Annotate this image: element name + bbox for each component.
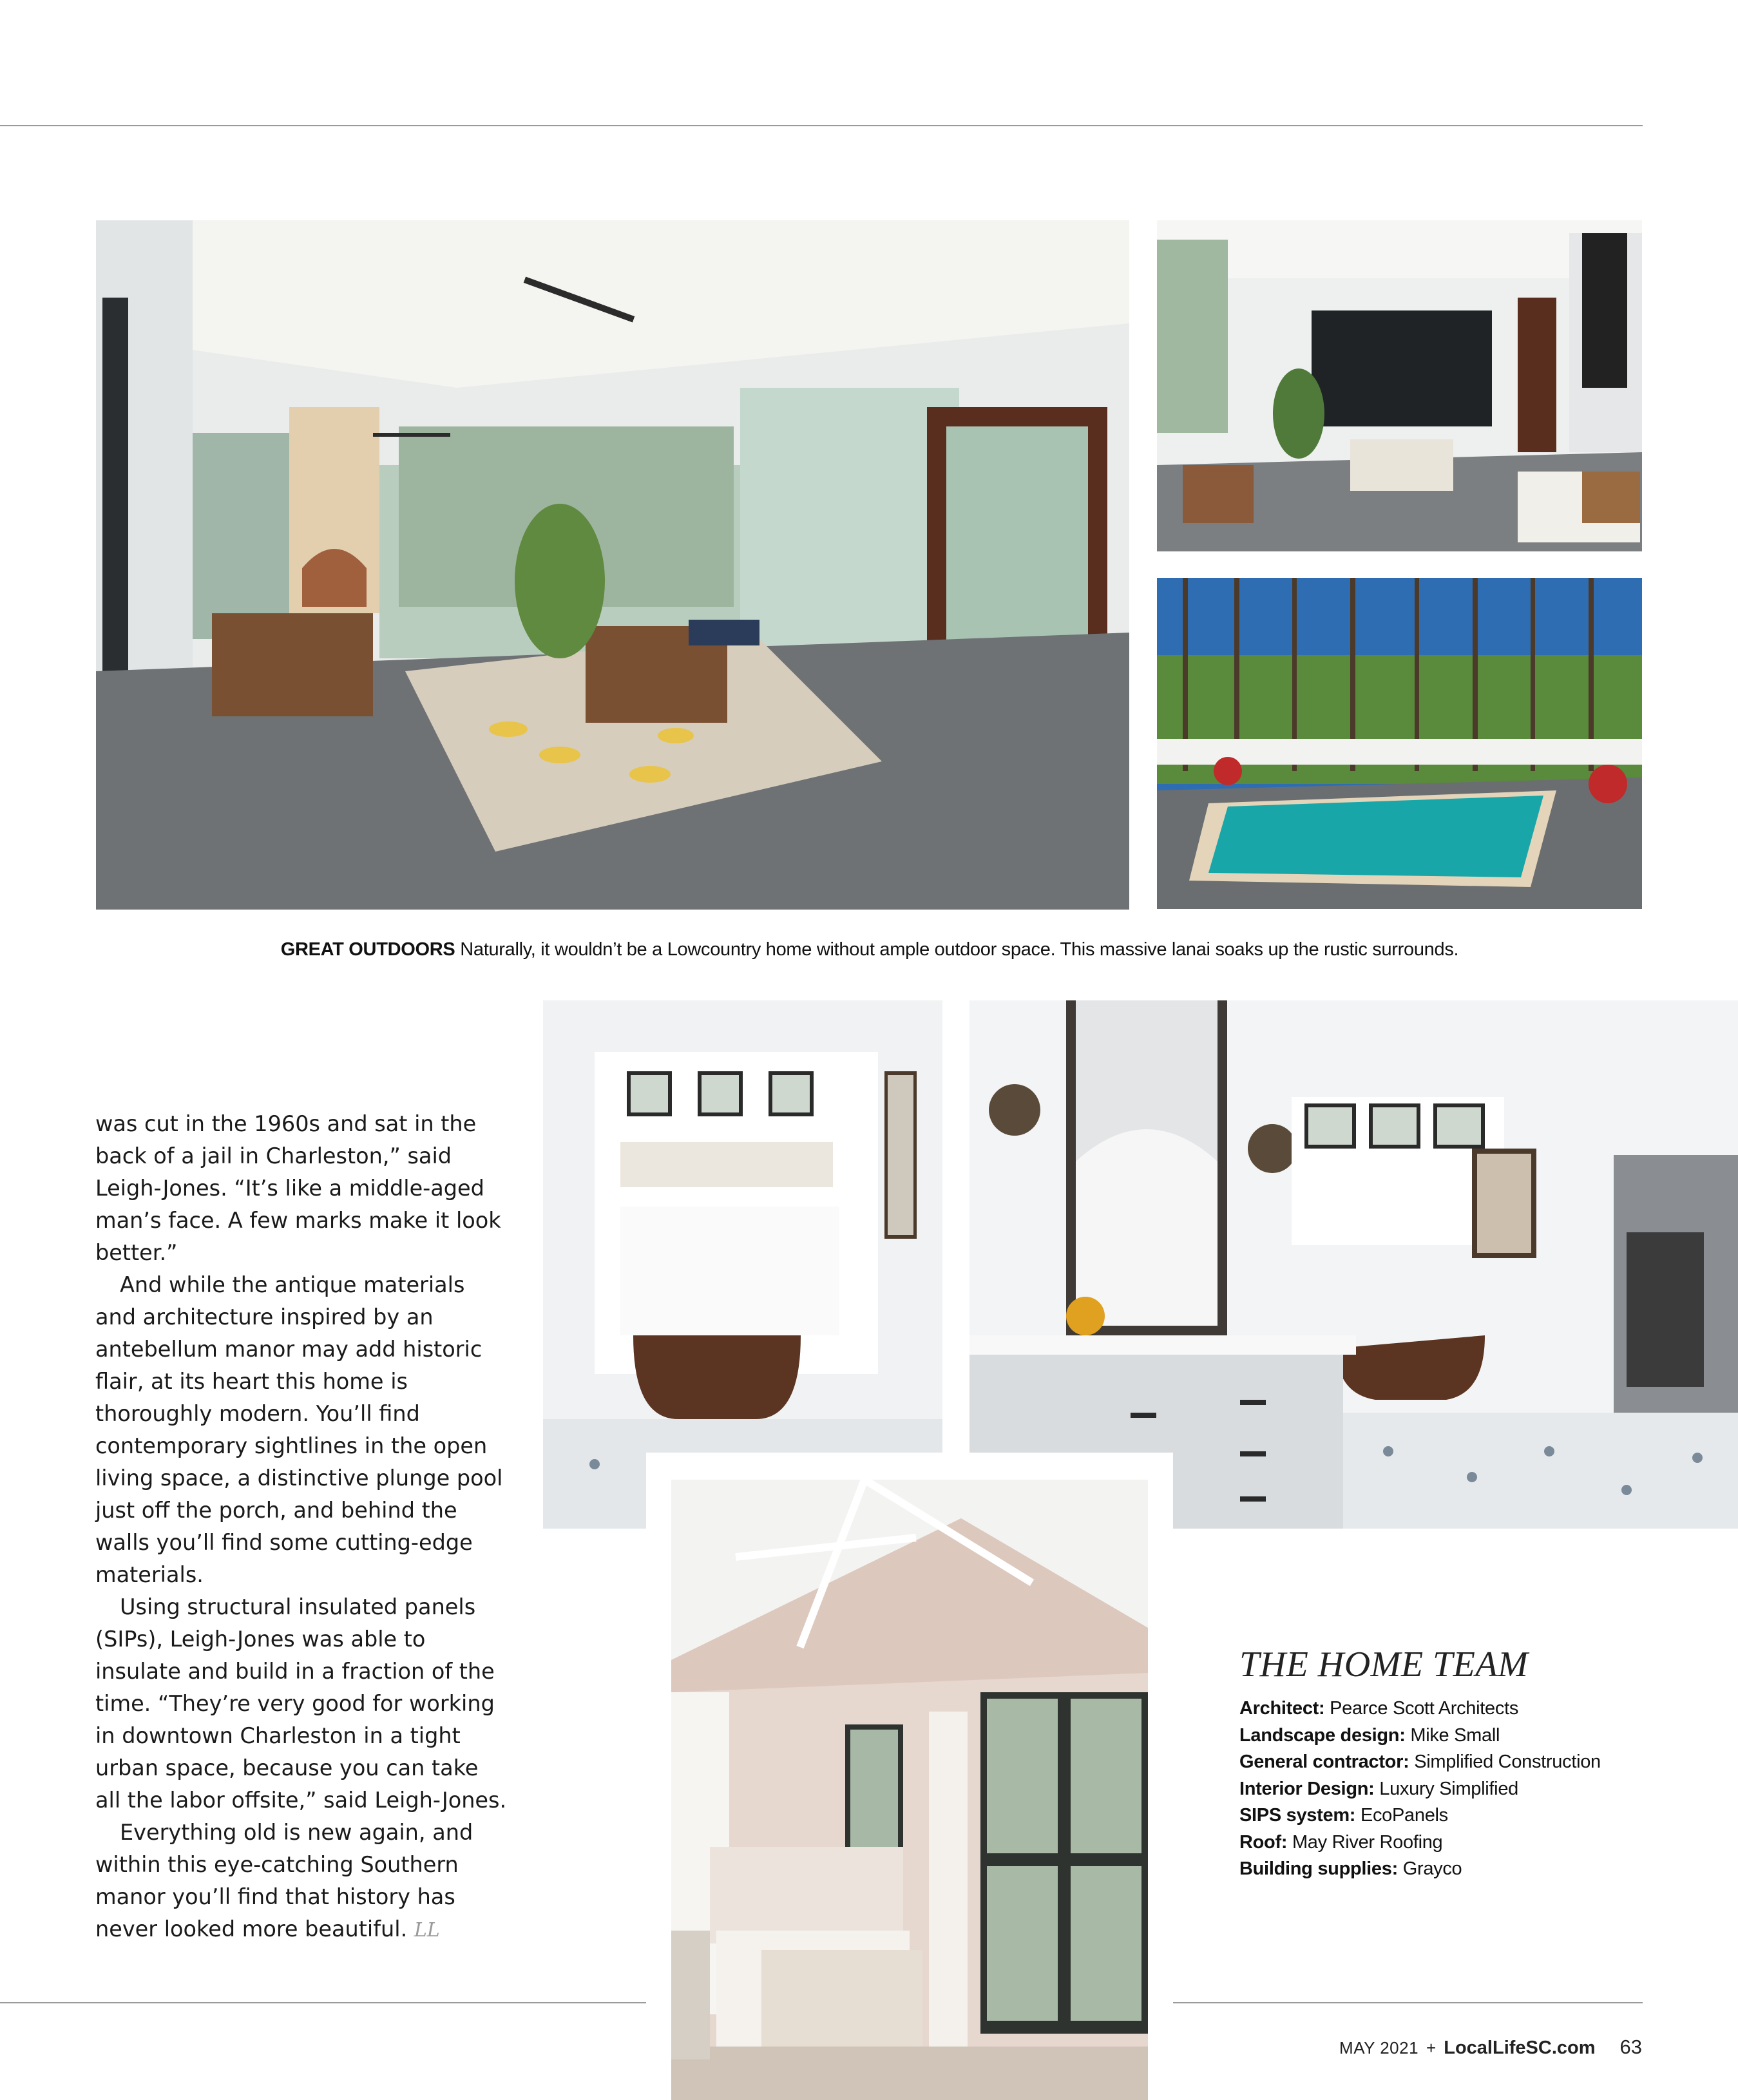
credit-interior xyxy=(1239,1776,1677,1803)
body-paragraph-1: was cut in the 1960s and sat in the back of a jail in Charleston,” said Leigh-Jones. “It’s like a middle-aged man’s face. A few marks make it look better.” xyxy=(95,1111,501,1265)
credit-name: Simplified Construction xyxy=(1414,1752,1601,1772)
page-number: 63 xyxy=(1619,2036,1642,2058)
credit-name: Mike Small xyxy=(1410,1724,1500,1746)
credit-name: May River Roofing xyxy=(1292,1831,1443,1853)
bottom-rule-right xyxy=(1173,2002,1643,2003)
caption-text: Naturally, it wouldn’t be a Lowcountry home without ample outdoor space. This massive lanai soaks up the rustic surrounds. xyxy=(460,939,1459,960)
page-footer xyxy=(1339,2036,1642,2059)
credit-role: Landscape design: xyxy=(1239,1724,1406,1746)
credit-name: EcoPanels xyxy=(1360,1805,1448,1826)
bottom-rule-left xyxy=(0,2002,646,2003)
credit-name: Pearce Scott Architects xyxy=(1330,1698,1519,1719)
credit-contractor xyxy=(1239,1749,1677,1776)
lanai-photo xyxy=(96,220,1129,910)
body-paragraph-4-text: Everything old is new again, and within this eye-catching Southern manor you’ll find that history has never looked more beautiful. xyxy=(95,1820,473,1942)
credit-name: Luxury Simplified xyxy=(1379,1778,1518,1799)
footer-separator: + xyxy=(1426,2038,1437,2057)
credit-sips xyxy=(1239,1802,1677,1829)
credit-role: Interior Design: xyxy=(1239,1778,1375,1799)
top-rule xyxy=(0,125,1643,126)
bath-vanity-photo xyxy=(969,1000,1738,1529)
credit-architect xyxy=(1239,1695,1677,1723)
photo-caption xyxy=(97,939,1643,960)
credit-supplies xyxy=(1239,1856,1677,1883)
footer-site-link[interactable]: LocalLifeSC.com xyxy=(1444,2038,1596,2058)
home-team-credits xyxy=(1239,1695,1677,1883)
home-team-box xyxy=(1239,1644,1677,1883)
body-paragraph-4 xyxy=(95,1817,508,1947)
credit-role: General contractor: xyxy=(1239,1752,1409,1772)
bedroom-photo xyxy=(671,1480,1148,2100)
credit-landscape xyxy=(1239,1723,1677,1750)
credit-roof xyxy=(1239,1829,1677,1857)
article-body xyxy=(95,1108,508,1947)
plunge-pool-photo xyxy=(1157,578,1642,909)
credit-role: Architect: xyxy=(1239,1698,1325,1719)
credit-role: SIPS system: xyxy=(1239,1805,1356,1826)
footer-date: MAY 2021 xyxy=(1339,2038,1419,2057)
credit-role: Building supplies: xyxy=(1239,1858,1398,1879)
credit-role: Roof: xyxy=(1239,1831,1288,1853)
end-mark: LL xyxy=(414,1919,440,1942)
credit-name: Grayco xyxy=(1402,1858,1462,1879)
home-team-title: THE HOME TEAM xyxy=(1239,1645,1529,1685)
body-paragraph-2: And while the antique materials and architecture inspired by an antebellum manor may add historic flair, at its heart this home is thoroughly modern. You’ll find contemporary sightlines in the open living space, a distinctive plunge pool just off the porch, and behind the walls you’ll find some cutting-edge materials. xyxy=(95,1272,503,1587)
outdoor-kitchen-photo xyxy=(1157,220,1642,551)
body-paragraph-3: Using structural insulated panels (SIPs), Leigh-Jones was able to insulate and build in a fraction of the time. “They’re very good for working in downtown Charleston in a tight urban space, because you can take all the labor offsite,” said Leigh-Jones. xyxy=(95,1594,507,1813)
bath-tub-photo xyxy=(543,1000,942,1529)
caption-label: GREAT OUTDOORS xyxy=(280,939,455,960)
